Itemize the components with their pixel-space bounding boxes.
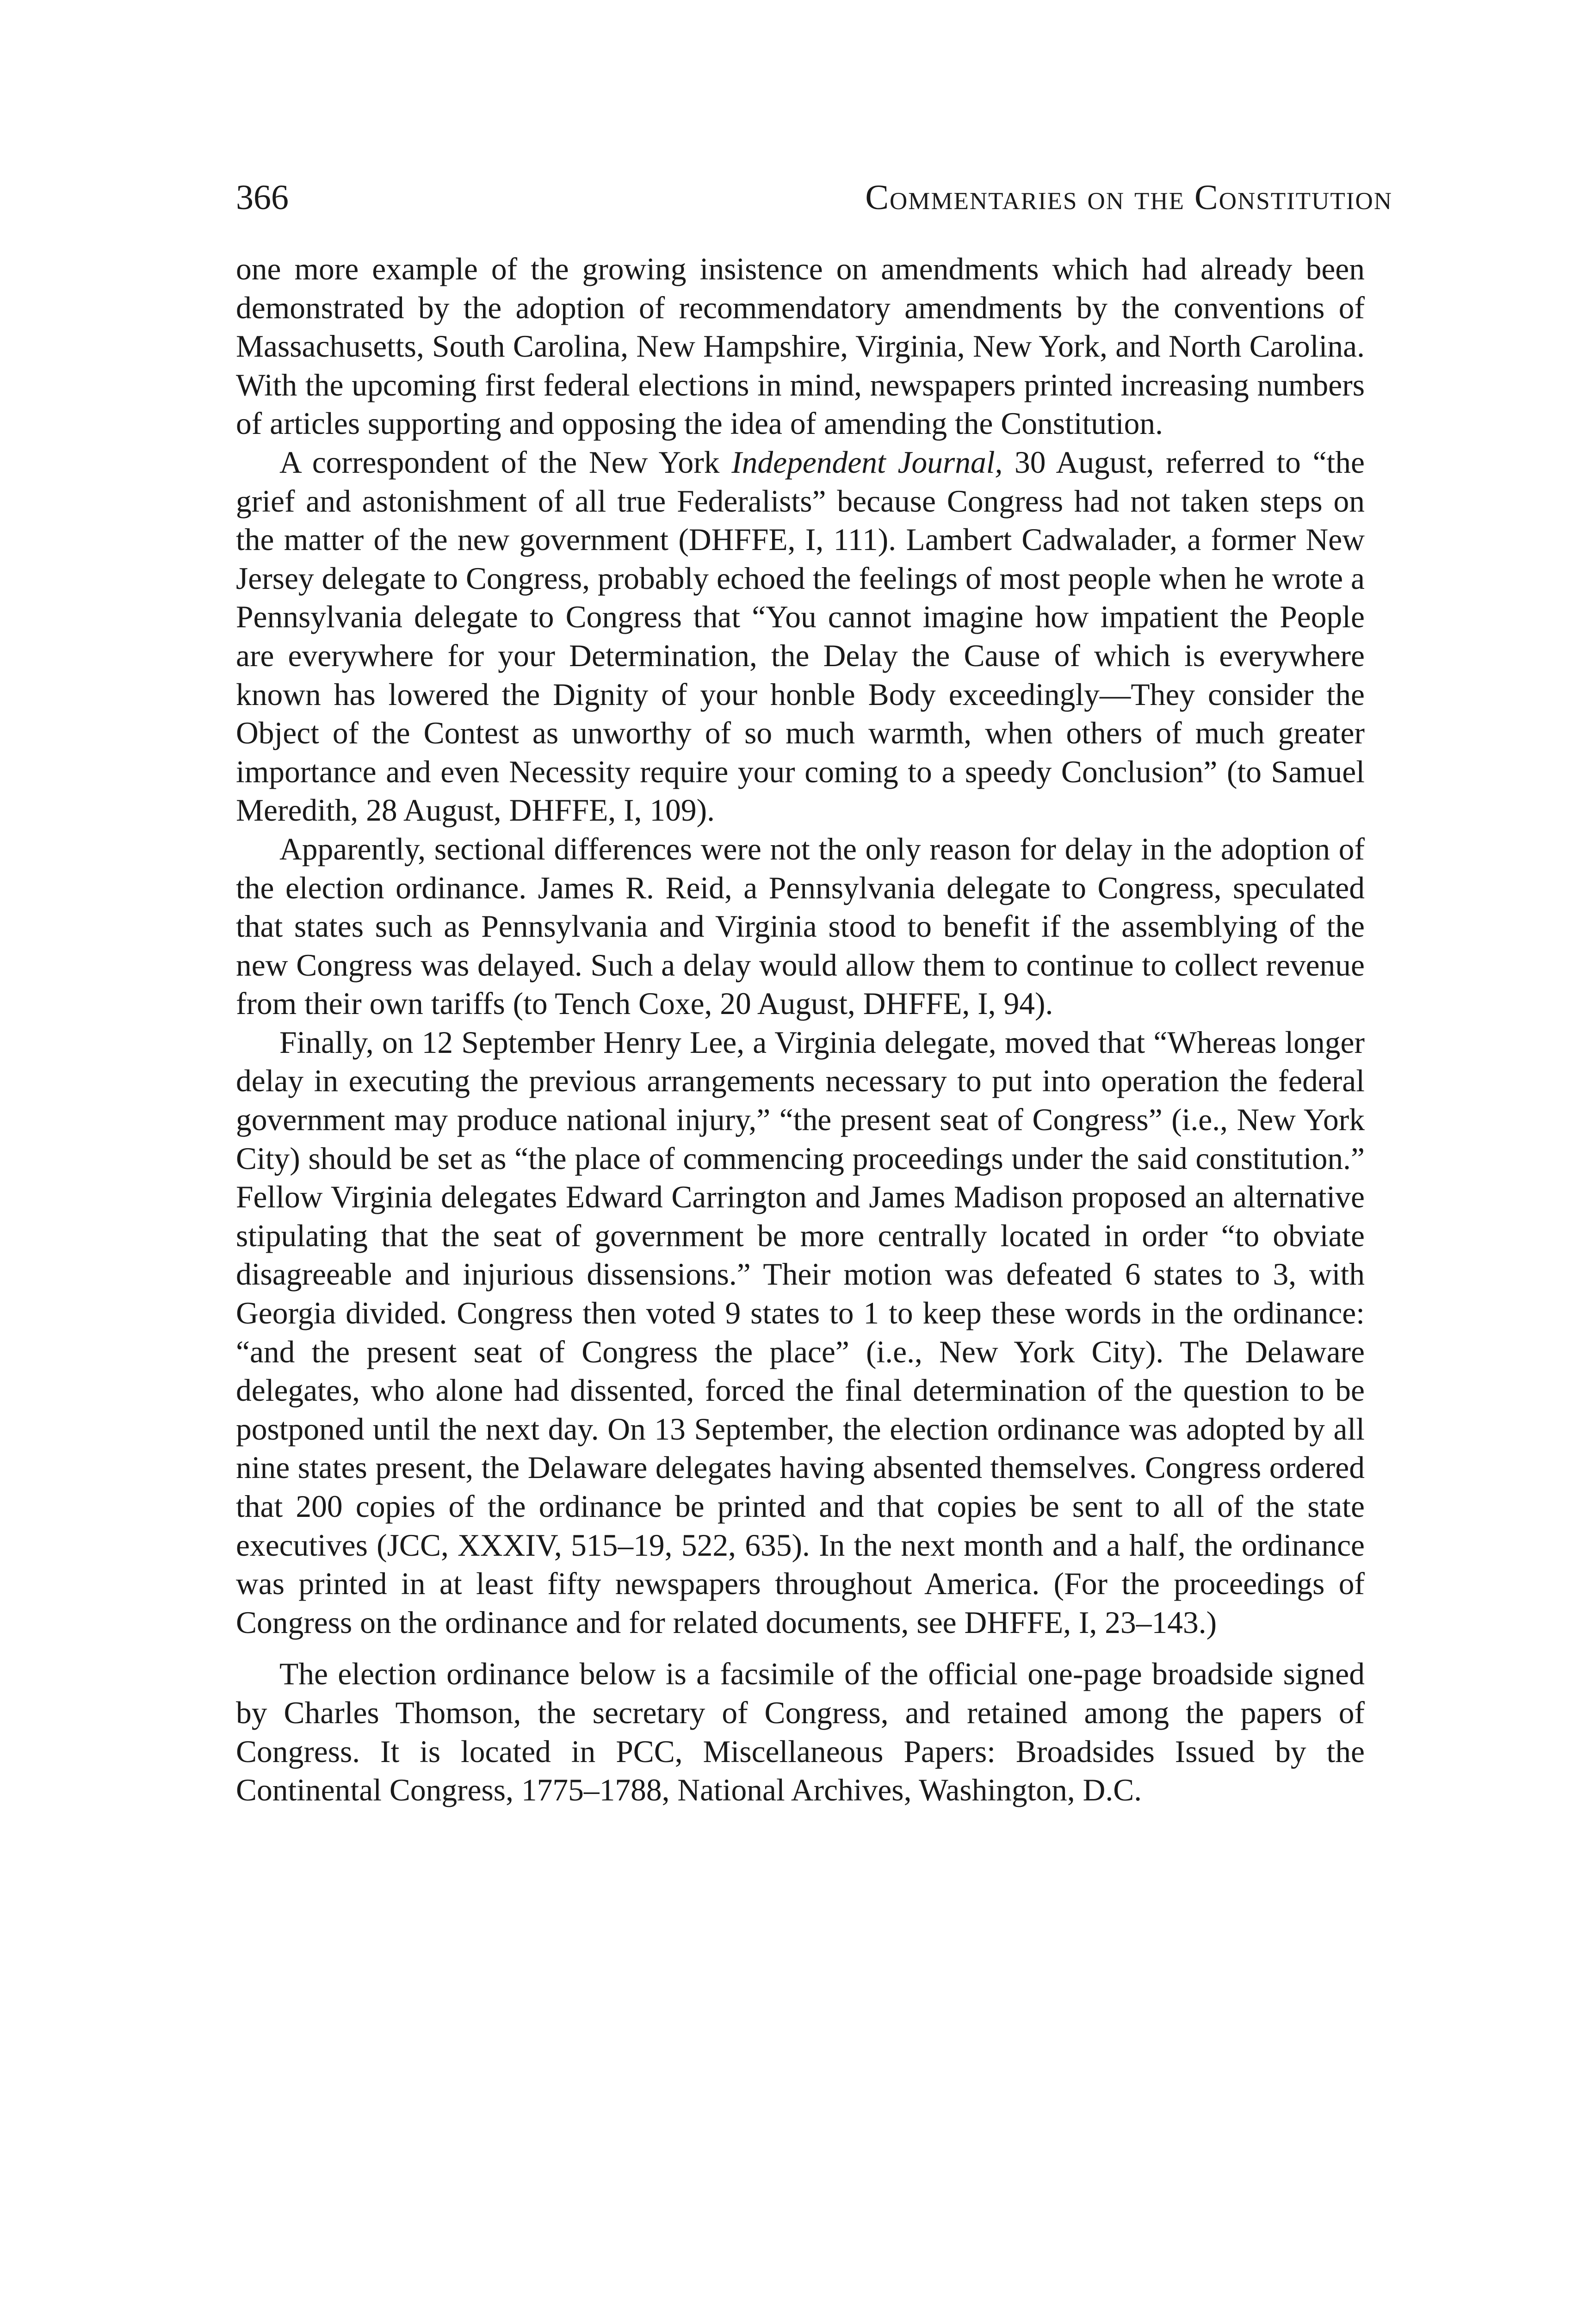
paragraph-henry-lee-motion: Finally, on 12 September Henry Lee, a Virginia delegate, moved that “Whereas longer delay in executing the previous arrangements necessary to put into operation the federal government may produce national injury,” “the present seat of Congress” (i.e., New York City) should be set as “the place of commencing proceedings under the said constitution.” Fellow Virginia delegates Edward Carrington and James Madison proposed an alternative stipulating that the seat of government be more centrally located in order “to obviate disagreeable and injurious dissensions.” Their motion was defeated 6 states to 3, with Georgia divided. Congress then voted 9 states to 1 to keep these words in the ordinance: “and the present seat of Congress the place” (i.e., New York City). The Delaware delegates, who alone had dissented, forced the final determination of the question to be postponed until the next day. On 13 September, the election ordinance was adopted by all nine states present, the Delaware delegates having absented themselves. Congress ordered that 200 copies of the ordinance be printed and that copies be sent to all of the state executives (JCC, XXXIV, 515–19, 522, 635). In the next month and a half, the ordinance was printed in at least fifty newspapers throughout America. (For the proceedings of Congress on the ordinance and for related documents, see DHFFE, I, 23–143.) <box>236 1025 1365 1640</box>
paragraph-text-before-title: A correspondent of the New York <box>279 445 732 480</box>
paragraph-continuation: one more example of the growing insistence on amendments which had already been demonstrated by the adoption of recommendatory amendments by the conventions of Massachusetts, South Carolina, New Hampshire, Virginia, New York, and North Carolina. With the upcoming first federal elections in mind, newspapers printed increasing numbers of articles supporting and opposing the idea of amending the Constitution. <box>236 252 1365 441</box>
paragraph-independent-journal <box>236 443 1365 830</box>
running-head <box>236 172 1392 223</box>
body-text <box>236 250 1365 1810</box>
page-number: 366 <box>236 178 289 217</box>
paragraph-sectional-differences: Apparently, sectional differences were not the only reason for delay in the adoption of the election ordinance. James R. Reid, a Pennsylvania delegate to Congress, speculated that states such as Pennsylvania and Virginia stood to benefit if the assemblying of the new Congress was delayed. Such a delay would allow them to continue to collect revenue from their own tariffs (to Tench Coxe, 20 August, DHFFE, I, 94). <box>236 831 1365 1021</box>
running-title: Commentaries on the Constitution <box>865 178 1392 217</box>
paragraph-text-after-title: 30 August, referred to “the grief and astonishment of all true Federalists” because Congress had not taken steps on the matter of the new government (DHFFE, I, 111). Lambert Cadwalader, a former New Jersey delegate to Congress, probably echoed the feelings of most people when he wrote a Pennsylvania delegate to Congress that “You cannot imagine how impatient the People are everywhere for your Determination, the Delay the Cause of which is everywhere known has lowered the Dignity of your honble Body exceedingly—They consider the Object of the Contest as unworthy of so much warmth, when others of much greater importance and even Necessity require your coming to a speedy Conclusion” (to Samuel Meredith, 28 August, DHFFE, I, 109). <box>236 445 1365 828</box>
paragraph-election-ordinance: The election ordinance below is a facsimile of the official one-page broadside signed by Charles Thomson, the secretary of Congress, and retained among the papers of Congress. It is located in PCC, Miscellaneous Papers: Broadsides Issued by the Continental Congress, 1775–1788, National Archives, Washington, D.C. <box>236 1657 1365 1808</box>
newspaper-title: Independent Journal, <box>731 445 1003 480</box>
